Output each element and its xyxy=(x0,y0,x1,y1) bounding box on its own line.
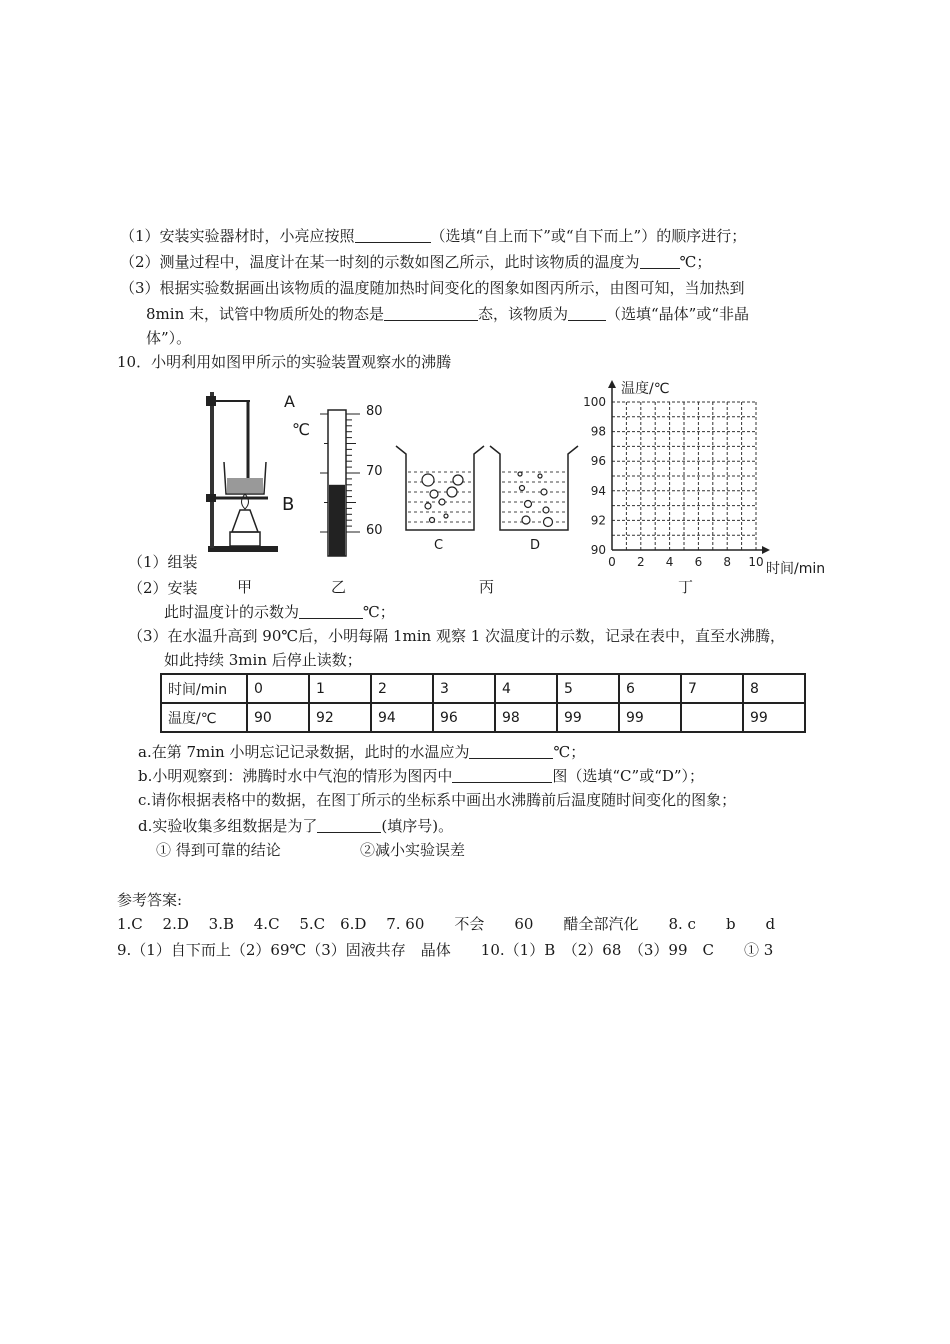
y-tick-label: 98 xyxy=(590,424,606,439)
water xyxy=(227,478,263,493)
beaker-d-label: D xyxy=(530,538,541,553)
q9-part3-line2: 8min 末，试管中物质所处的物态是 态，该物质为 （选填“晶体”或“非晶 xyxy=(146,305,750,323)
grid-x-title: 时间/min xyxy=(766,561,826,577)
thermo-tick-70: 70 xyxy=(366,464,383,479)
y-tick-label: 94 xyxy=(590,483,606,498)
data-table xyxy=(160,673,806,733)
bubbles-d xyxy=(518,472,553,527)
bubbles-c xyxy=(422,474,463,523)
x-tick-label: 0 xyxy=(608,555,616,569)
y-tick-label: 92 xyxy=(590,513,606,528)
q10-sub-b: b.小明观察到：沸腾时水中气泡的情形为图丙中 图（选填“C”或“D”）； xyxy=(138,767,705,785)
q9-part3-line3: 体”）。 xyxy=(146,329,192,347)
answer-blank[interactable] xyxy=(640,253,680,269)
y-tick-label: 100 xyxy=(583,395,606,409)
x-tick-label: 4 xyxy=(665,555,674,569)
table-cell: 1 xyxy=(309,674,371,703)
burner xyxy=(232,510,258,532)
answers-line-1: 1.C 2.D 3.B 4.C 5.C 6.D 7. 60 不会 60 醋全部汽化 8. c b d xyxy=(117,915,776,933)
x-tick-label: 6 xyxy=(694,555,703,569)
x-axis-arrow-icon xyxy=(762,546,770,554)
table-cell: 98 xyxy=(495,703,557,732)
answer-blank[interactable] xyxy=(469,743,553,759)
answer-blank[interactable] xyxy=(317,817,381,833)
y-tick-label: 96 xyxy=(590,454,606,469)
y-axis-arrow-icon xyxy=(608,380,616,388)
stand-rod xyxy=(210,392,214,548)
table-row-temp xyxy=(161,703,805,732)
table-cell: 2 xyxy=(371,674,433,703)
x-tick-label: 10 xyxy=(748,555,764,569)
q10-option-1: ① 得到可靠的结论 xyxy=(156,841,281,859)
table-cell: 3 xyxy=(433,674,495,703)
mark-a: A xyxy=(284,392,295,411)
figure-label-jia: 甲 xyxy=(237,578,253,596)
answers-line-2: 9.（1）自下而上（2）69℃（3）固液共存 晶体 10.（1）B （2）68 （3）99 C ① 3 xyxy=(117,941,774,959)
q10-part2-cont: 此时温度计的示数为 ℃； xyxy=(164,603,395,621)
figure-label-ding: 丁 xyxy=(678,578,694,596)
figure-label-yi: 乙 xyxy=(331,578,347,596)
q9-part2: （2）测量过程中，温度计在某一时刻的示数如图乙所示，此时该物质的温度为 ℃； xyxy=(120,253,712,271)
mercury-column xyxy=(329,485,345,556)
q10-sub-d: d.实验收集多组数据是为了 (填序号)。 xyxy=(138,817,454,835)
answers-heading: 参考答案: xyxy=(117,891,183,909)
table-row-time xyxy=(161,674,805,703)
flame-icon xyxy=(242,494,249,509)
table-cell: 94 xyxy=(371,703,433,732)
table-cell: 90 xyxy=(247,703,309,732)
thermo-unit: ℃ xyxy=(292,420,310,439)
table-cell: 6 xyxy=(619,674,681,703)
q10-sub-a: a.在第 7min 小明忘记记录数据，此时的水温应为 ℃； xyxy=(138,743,586,761)
thermo-tick-60: 60 xyxy=(366,523,383,538)
table-cell: 96 xyxy=(433,703,495,732)
figure-ding-grid xyxy=(580,378,830,578)
q10-part3-line2: 如此持续 3min 后停止读数； xyxy=(164,651,362,669)
table-cell: 99 xyxy=(557,703,619,732)
clamp-top xyxy=(206,396,216,406)
figure-bing-beakers xyxy=(392,440,582,540)
q9-part1: （1）安装实验器材时，小亮应按照 （选填“自上而下”或“自下而上”）的顺序进行； xyxy=(120,227,747,245)
answer-blank[interactable] xyxy=(452,767,552,783)
beaker-c-label: C xyxy=(434,538,444,553)
y-tick-label: 90 xyxy=(590,543,606,557)
grid-y-title: 温度/℃ xyxy=(621,381,670,397)
q9-part3-line1: （3）根据实验数据画出该物质的温度随加热时间变化的图象如图丙所示，由图可知，当加热到 xyxy=(120,279,745,297)
table-header-temp: 温度/℃ xyxy=(161,703,247,732)
q10-option-2: ②减小实验误差 xyxy=(360,841,466,859)
table-cell-blank[interactable] xyxy=(681,703,743,732)
table-cell: 99 xyxy=(743,703,805,732)
table-cell: 4 xyxy=(495,674,557,703)
x-tick-label: 2 xyxy=(636,555,645,569)
table-header-time: 时间/min xyxy=(161,674,247,703)
table-cell: 7 xyxy=(681,674,743,703)
q10-part1-partial: （1）组装 xyxy=(128,553,198,571)
table-cell: 8 xyxy=(743,674,805,703)
beaker-d xyxy=(490,446,578,530)
answer-blank[interactable] xyxy=(384,305,478,321)
figure-label-bing: 丙 xyxy=(479,578,495,596)
q10-sub-c: c.请你根据表格中的数据，在图丁所示的坐标系中画出水沸腾前后温度随时间变化的图象； xyxy=(138,791,737,809)
stand-base xyxy=(208,546,278,552)
answer-blank[interactable] xyxy=(299,603,363,619)
beaker-c xyxy=(396,446,484,530)
table-cell: 5 xyxy=(557,674,619,703)
table-cell: 92 xyxy=(309,703,371,732)
q10-part2-partial: （2）安装 xyxy=(128,579,198,597)
clamp-lower xyxy=(206,494,216,502)
answer-blank[interactable] xyxy=(355,227,431,243)
answer-blank[interactable] xyxy=(568,305,606,321)
mark-b: B xyxy=(282,494,295,515)
q10-part3-line1: （3）在水温升高到 90℃后，小明每隔 1min 观察 1 次温度计的示数，记录在表中，直至水沸腾， xyxy=(128,627,786,645)
x-tick-label: 8 xyxy=(723,555,732,569)
table-cell: 99 xyxy=(619,703,681,732)
q10-title: 10．小明利用如图甲所示的实验装置观察水的沸腾 xyxy=(117,353,452,371)
thermo-tick-80: 80 xyxy=(366,404,383,419)
table-cell: 0 xyxy=(247,674,309,703)
